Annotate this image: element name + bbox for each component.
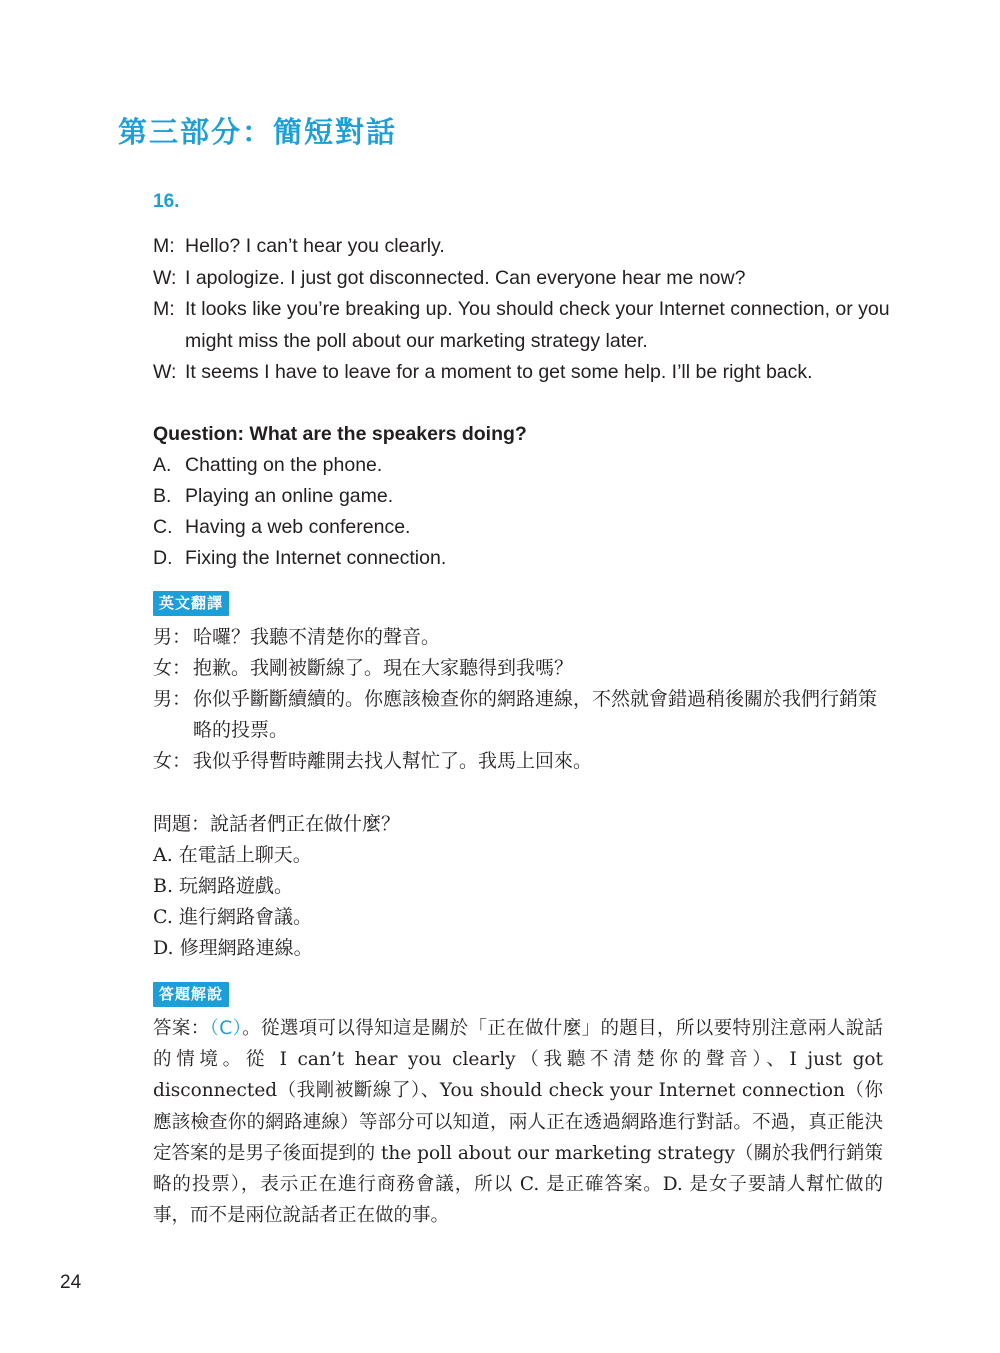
dialogue-line bbox=[153, 231, 893, 263]
option-item bbox=[153, 512, 446, 543]
speaker-label: M: bbox=[153, 235, 175, 257]
speaker-label: W: bbox=[153, 266, 177, 289]
translation-badge: 英文翻譯 bbox=[153, 591, 229, 616]
dialogue-text: It looks like you’re breaking up. You should check your Internet connection, or you might miss the poll about our marketing strategy later. bbox=[185, 298, 890, 352]
speaker-label: 男： bbox=[153, 688, 192, 710]
speaker-label: M: bbox=[153, 298, 175, 320]
translation-text: 你似乎斷斷續續的。你應該檢查你的網路連線，不然就會錯過稍後關於我們行銷策略的投票。 bbox=[193, 688, 878, 741]
answer-options bbox=[153, 450, 446, 574]
option-text: Playing an online game. bbox=[185, 485, 394, 507]
dialogue-line bbox=[153, 294, 893, 357]
answer-prefix: 答案： bbox=[153, 1018, 210, 1039]
dialogue-text: I apologize. I just got disconnected. Can everyone hear me now? bbox=[185, 266, 746, 289]
option-text: Having a web conference. bbox=[185, 516, 411, 538]
question-number: 16. bbox=[153, 191, 180, 212]
speaker-label: 女： bbox=[153, 657, 192, 679]
speaker-label: W: bbox=[153, 361, 177, 383]
dialogue-text: It seems I have to leave for a moment to get some help. I’ll be right back. bbox=[185, 361, 813, 383]
translation-option: C. 進行網路會議。 bbox=[153, 906, 312, 928]
translation-line bbox=[153, 746, 893, 777]
option-text: Chatting on the phone. bbox=[185, 454, 383, 476]
option-letter: A. bbox=[153, 454, 172, 476]
translation-line bbox=[153, 653, 893, 684]
translation-line bbox=[153, 622, 893, 653]
translation-text: 哈囉？我聽不清楚你的聲音。 bbox=[193, 626, 441, 648]
speaker-label: 男： bbox=[153, 626, 192, 648]
answer-highlight: （C） bbox=[209, 1018, 243, 1039]
explanation-text: 。從選項可以得知這是關於「正在做什麼」的題目，所以要特別注意兩人說話的情境。從 I can’t hear you clearly（我聽不清楚你的聲音）、I just got disconnected（我剛被斷線了）、You should check your Internet connection（你應該檢查你的網路連線）等部分可以知道，兩人正在透過網路進行對話。不過，真正能決定答案的是男子後面提到的 the poll about our marketing strategy（關於我們行銷策略的投票），表示正在進行商務會議，所以 C. 是正確答案。D. 是女子要請人幫忙做的事，而不是兩位說話者正在做的事。 bbox=[153, 1018, 883, 1227]
section-title: 第三部分：簡短對話 bbox=[118, 115, 398, 149]
dialogue-line bbox=[153, 357, 893, 389]
option-item bbox=[153, 543, 446, 574]
translation-text: 抱歉。我剛被斷線了。現在大家聽得到我嗎？ bbox=[193, 657, 574, 679]
option-letter: C. bbox=[153, 516, 173, 538]
translation-dialogue bbox=[153, 622, 893, 777]
page-number: 24 bbox=[60, 1272, 82, 1293]
translation-question: 問題：說話者們正在做什麼？ bbox=[153, 813, 401, 835]
translation-text: 我似乎得暫時離開去找人幫忙了。我馬上回來。 bbox=[193, 750, 593, 772]
dialogue-text: Hello? I can’t hear you clearly. bbox=[185, 235, 445, 257]
translation-option: A. 在電話上聊天。 bbox=[153, 844, 312, 866]
dialogue bbox=[153, 231, 893, 389]
speaker-label: 女： bbox=[153, 750, 192, 772]
option-letter: D. bbox=[153, 547, 173, 569]
explanation-paragraph bbox=[153, 1013, 883, 1231]
translation-option: D. 修理網路連線。 bbox=[153, 937, 313, 959]
translation-question-block bbox=[153, 809, 893, 964]
explanation-badge: 答題解說 bbox=[153, 982, 229, 1007]
translation-line bbox=[153, 684, 893, 746]
option-item bbox=[153, 450, 446, 481]
question-text: Question: What are the speakers doing? bbox=[153, 423, 527, 445]
option-letter: B. bbox=[153, 485, 172, 507]
option-item bbox=[153, 481, 446, 512]
dialogue-line bbox=[153, 263, 893, 295]
translation-option: B. 玩網路遊戲。 bbox=[153, 875, 294, 897]
option-text: Fixing the Internet connection. bbox=[185, 547, 447, 569]
